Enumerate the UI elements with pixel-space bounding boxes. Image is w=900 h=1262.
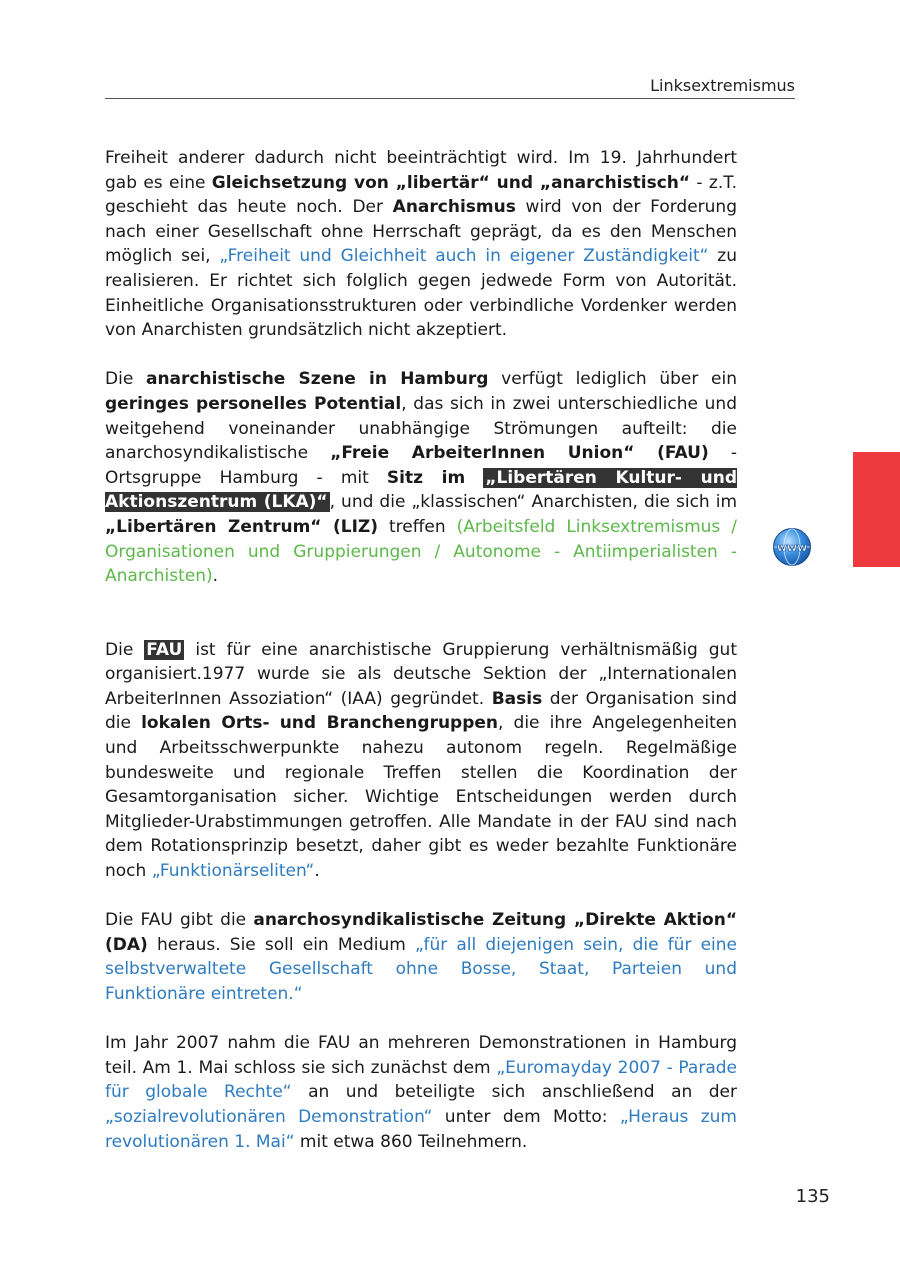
crossreference-link[interactable]: (Arbeitsfeld Linksextremismus / Organisationen und Gruppierungen / Autonome - Antiimperialisten - Anarchisten)	[105, 516, 737, 587]
quote: „Heraus zum revolutionären 1. Mai“	[105, 1106, 737, 1152]
highlight-lka: „Libertären Kultur- und Aktionszentrum (LKA)“	[105, 467, 737, 513]
paragraph-1: Freiheit anderer dadurch nicht beeinträchtigt wird. Im 19. Jahrhundert gab es eine Gleichsetzung von „libertär“ und „anarchistisch“ - z.T. geschieht das heute noch. Der Anarchismus wird von der Forderung nach einer Gesellschaft ohne Herrschaft geprägt, da es den Menschen möglich sei, „Freiheit und Gleichheit auch in eigener Zuständigkeit“ zu realisieren. Er richtet sich folglich gegen jedwede Form von Autorität. Einheitliche Organisationsstrukturen oder verbindliche Vordenker werden von Anarchisten grundsätzlich nicht akzeptiert.	[105, 148, 738, 341]
quote: „sozialrevolutionären Demonstration“	[105, 1106, 433, 1127]
header-rule	[105, 98, 795, 99]
page-number: 135	[795, 1186, 830, 1207]
running-header: Linksextremismus	[650, 76, 795, 95]
quote: „Euromayday 2007 - Parade für globale Rechte“	[105, 1057, 737, 1103]
www-icon-label: www	[776, 541, 808, 554]
paragraph-5: Im Jahr 2007 nahm die FAU an mehreren Demonstrationen in Hamburg teil. Am 1. Mai schloss sie sich zunächst dem „Euromayday 2007 - Parade für globale Rechte“ an und beteiligte sich anschließend an der „sozialrevolutionären Demonstration“ unter dem Motto: „Heraus zum revolutionären 1. Mai“ mit etwa 860 Teilnehmern.	[105, 1033, 737, 1152]
section-tab-marker	[853, 452, 900, 567]
quote: „für all diejenigen sein, die für eine selbstverwaltete Gesellschaft ohne Bosse, Staat, Parteien und Funktionäre eintreten.“	[105, 934, 737, 1004]
main-text	[105, 146, 737, 1179]
highlight-fau: FAU	[146, 639, 183, 660]
www-icon[interactable]	[772, 527, 812, 567]
paragraph-2: Die anarchistische Szene in Hamburg verfügt lediglich über ein geringes personelles Potential, das sich in zwei unterschiedliche und weitgehend voneinander unabhängige Strömungen aufteilt: die anarchosyndikalistische „Freie ArbeiterInnen Union“ (FAU) - Ortsgruppe Hamburg - mit Sitz im „Libertären Kultur- und Aktionszentrum (LKA)“ , und die „klassischen“ Anarchisten, die sich im „Libertären Zentrum“ (LIZ) treffen (Arbeitsfeld Linksextremismus / Organisationen und Gruppierungen / Autonome - Antiimperialisten - Anarchisten).	[105, 369, 738, 587]
paragraph-3: Die FAU ist für eine anarchistische Gruppierung verhältnismäßig gut organisiert.1977 wurde sie als deutsche Sektion der „Internationalen ArbeiterInnen Assoziation“ (IAA) gegründet. Basis der Organisation sind die lokalen Orts- und Branchengruppen, die ihre Angelegenheiten und Arbeitsschwerpunkte nahezu autonom regeln. Regelmäßige bundesweite und regionale Treffen stellen die Koordination der Gesamtorganisation sicher. Wichtige Entscheidungen werden durch Mitglieder-Urabstimmungen getroffen. Alle Mandate in der FAU sind nach dem Rotationsprinzip besetzt, daher gibt es weder bezahlte Funktionäre noch „Funktionärseliten“.	[105, 639, 737, 882]
quote: „Funktionärseliten“	[151, 861, 315, 882]
quote: „Freiheit und Gleichheit auch in eigener Zuständigkeit“	[219, 246, 709, 267]
paragraph-4: Die FAU gibt die anarchosyndikalistische Zeitung „Direkte Aktion“ (DA) heraus. Sie soll ein Medium „für all diejenigen sein, die für eine selbstverwaltete Gesellschaft ohne Bosse, Staat, Parteien und Funktionäre eintreten.“	[105, 910, 737, 1004]
